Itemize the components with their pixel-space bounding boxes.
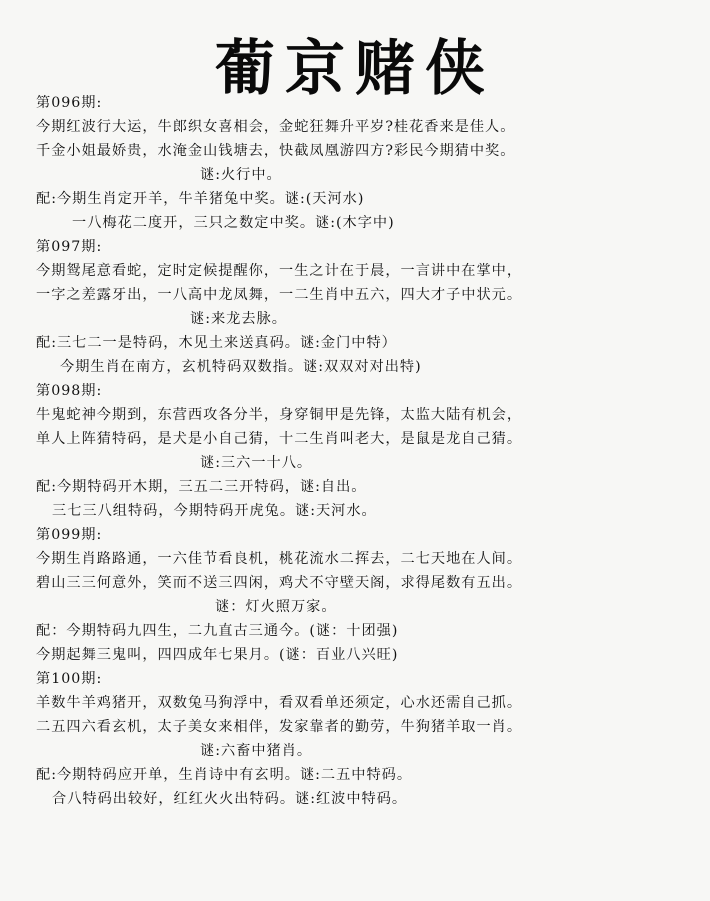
riddle-line: 谜:六畜中猪肖。 [200,743,313,759]
text-line: 羊数牛羊鸡猪开，双数兔马狗浮中，看双看单还须定，心水还需自己抓。 [36,695,523,711]
riddle-line: 谜:火行中。 [200,167,282,183]
issue-header: 第097期: [36,239,103,255]
issue-header: 第099期: [36,527,103,543]
text-line: 牛鬼蛇神今期到，东营西攻各分半，身穿铜甲是先锋，太监大陆有机会， [36,407,523,423]
pairing-line: 配:今期特码应开单，生肖诗中有玄明。谜:二五中特码。 [36,767,413,783]
pairing-line: 配：今期特码九四生，二九直古三通今。(谜：十团强) [36,623,399,639]
text-line: 碧山三三何意外，笑而不送三四闲，鸡犬不守壁天阁，求得尾数有五出。 [36,575,523,591]
pairing-line: 一八梅花二度开，三只之数定中奖。谜:(木字中) [72,215,395,231]
pairing-line: 合八特码出较好，红红火火出特码。谜:红波中特码。 [52,791,408,807]
pairing-line: 配:今期特码开木期，三五二三开特码，谜:自出。 [36,479,367,495]
text-line: 今期鸳尾意看蛇，定时定候提醒你，一生之计在于晨，一言讲中在掌中， [36,263,523,279]
pairing-line: 今期生肖在南方，玄机特码双数指。谜:双双对对出特) [60,359,422,375]
riddle-line: 谜:来龙去脉。 [190,311,287,327]
pairing-line: 配:今期生肖定开羊，牛羊猪兔中奖。谜:(天河水) [36,191,365,207]
issue-header: 第096期: [36,95,103,111]
text-line: 今期红波行大运，牛郎织女喜相会，金蛇狂舞升平岁?桂花香来是佳人。 [36,119,516,135]
text-line: 一字之差露牙出，一八高中龙凤舞，一二生肖中五六，四大才子中状元。 [36,287,523,303]
text-line: 单人上阵猜特码，是犬是小自己猜，十二生肖叫老大，是鼠是龙自己猜。 [36,431,523,447]
text-line: 千金小姐最娇贵，水淹金山钱塘去，快截凤凰游四方?彩民今期猜中奖。 [36,143,516,159]
text-line: 二五四六看玄机，太子美女来相伴，发家靠者的勤劳，牛狗猪羊取一肖。 [36,719,523,735]
page-title: 葡京赌侠 [215,34,495,104]
pairing-line: 三七三八组特码，今期特码开虎兔。谜:天河水。 [52,503,377,519]
issue-header: 第100期: [36,671,103,687]
pairing-line: 今期起舞三鬼叫，四四成年七果月。(谜：百业八兴旺) [36,647,399,663]
text-line: 今期生肖路路通，一六佳节看良机，桃花流水二挥去，二七天地在人间。 [36,551,523,567]
riddle-line: 谜：灯火照万家。 [215,599,337,615]
issue-header: 第098期: [36,383,103,399]
pairing-line: 配:三七二一是特码，木见土来送真码。谜:金门中特） [36,335,397,351]
riddle-line: 谜:三六一十八。 [200,455,313,471]
